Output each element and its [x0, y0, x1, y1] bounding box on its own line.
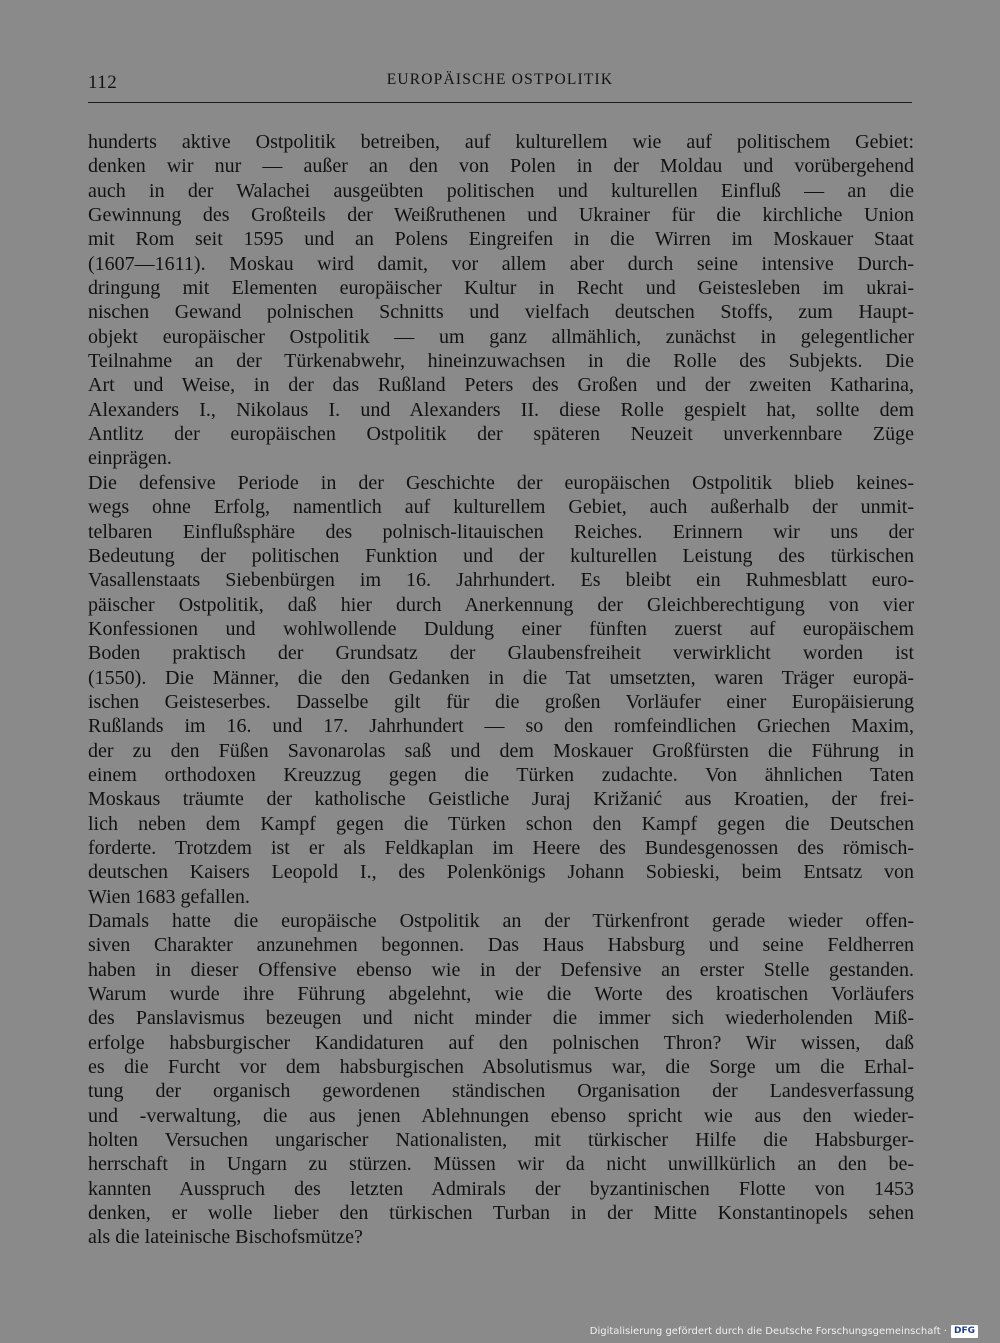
dfg-logo-icon: DFG [951, 1325, 978, 1338]
running-title: EUROPÄISCHE OSTPOLITIK [386, 71, 614, 88]
text-line: der zu den Füßen Savonarolas saß und dem Moskauer Großfürsten die Führung in [88, 739, 914, 762]
text-line: denken, er wolle lieber den türkischen Turban in der Mitte Konstantinopels sehen [88, 1202, 914, 1225]
running-header [88, 66, 912, 103]
text-line: päischer Ostpolitik, daß hier durch Anerkennung der Gleichberechtigung von vier [88, 593, 914, 616]
text-line: als die lateinische Bischofsmütze? [88, 1226, 363, 1249]
text-line: Teilnahme an der Türkenabwehr, hineinzuwachsen in die Rolle des Subjekts. Die [88, 350, 914, 373]
text-line: lich neben dem Kampf gegen die Türken schon den Kampf gegen die Deutschen [88, 812, 914, 835]
credit-text: Digitalisierung gefördert durch die Deutsche Forschungsgemeinschaft · [589, 1326, 947, 1337]
text-line: Die defensive Periode in der Geschichte der europäischen Ostpolitik blieb keines- [88, 471, 914, 494]
text-line: (1550). Die Männer, die den Gedanken in die Tat umsetzten, waren Träger europä- [88, 666, 914, 689]
paragraph [88, 909, 914, 1250]
text-line: es die Furcht vor dem habsburgischen Absolutismus war, die Sorge um die Erhal- [88, 1056, 914, 1079]
text-line: des Panslavismus bezeugen und nicht minder die immer sich wiederholenden Miß- [88, 1007, 914, 1030]
text-line: nischen Gewand polnischen Schnitts und vielfach deutschen Stoffs, zum Haupt- [88, 301, 914, 324]
text-line: Art und Weise, in der das Rußland Peters des Großen und der zweiten Katharina, [88, 374, 914, 397]
text-line: holten Versuchen ungarischer Nationalisten, mit türkischer Hilfe die Habsburger- [88, 1129, 914, 1152]
text-line: Boden praktisch der Grundsatz der Glaubensfreiheit verwirklicht worden ist [88, 642, 914, 665]
text-line: einem orthodoxen Kreuzzug gegen die Türken zudachte. Von ähnlichen Taten [88, 763, 914, 786]
text-line: Vasallenstaats Siebenbürgen im 16. Jahrhundert. Es bleibt ein Ruhmesblatt euro- [88, 569, 914, 592]
text-line: Bedeutung der politischen Funktion und der kulturellen Leistung des türkischen [88, 544, 914, 567]
text-line: Rußlands im 16. und 17. Jahrhundert — so den romfeindlichen Griechen Maxim, [88, 715, 914, 738]
text-line: haben in dieser Offensive ebenso wie in der Defensive an erster Stelle gestanden. [88, 958, 914, 981]
text-line: ischen Geisteserbes. Dasselbe gilt für die großen Vorläufer einer Europäisierung [88, 690, 914, 713]
text-line: denken wir nur — außer an den von Polen in der Moldau und vorübergehend [88, 155, 914, 178]
text-line: erfolge habsburgischer Kandidaturen auf den polnischen Thron? Wir wissen, daß [88, 1031, 914, 1054]
text-line: deutschen Kaisers Leopold I., des Polenkönigs Johann Sobieski, beim Entsatz von [88, 861, 914, 884]
text-line: Antlitz der europäischen Ostpolitik der späteren Neuzeit unverkennbare Züge [88, 423, 914, 446]
body-text [88, 130, 914, 1250]
text-line: Konfessionen und wohlwollende Duldung einer fünften zuerst auf europäischem [88, 617, 914, 640]
text-line: forderte. Trotzdem ist er als Feldkaplan im Heere des Bundesgenossen des römisch- [88, 836, 914, 859]
text-line: dringung mit Elementen europäischer Kultur in Recht und Geistesleben im ukrai- [88, 277, 914, 300]
text-line: tung der organisch gewordenen ständischen Organisation der Landesverfassung [88, 1080, 914, 1103]
paragraph [88, 471, 914, 909]
text-line: Moskaus träumte der katholische Geistliche Juraj Križanić aus Kroatien, der frei- [88, 788, 914, 811]
digitization-credit [590, 1325, 978, 1338]
page-number: 112 [88, 72, 118, 93]
text-line: auch in der Walachei ausgeübten politischen und kulturellen Einfluß — an die [88, 179, 914, 202]
text-line: Warum wurde ihre Führung abgelehnt, wie die Worte des kroatischen Vorläufers [88, 983, 914, 1006]
text-line: siven Charakter anzunehmen begonnen. Das Haus Habsburg und seine Feldherren [88, 934, 914, 957]
text-line: telbaren Einflußsphäre des polnisch-litauischen Reiches. Erinnern wir uns der [88, 520, 914, 543]
text-line: herrschaft in Ungarn zu stürzen. Müssen wir da nicht unwillkürlich an den be- [88, 1153, 914, 1176]
text-line: (1607—1611). Moskau wird damit, vor allem aber durch seine intensive Durch- [88, 252, 914, 275]
text-line: Wien 1683 gefallen. [88, 885, 250, 908]
text-line: wegs ohne Erfolg, namentlich auf kulturellem Gebiet, auch außerhalb der unmit- [88, 496, 914, 519]
text-line: Damals hatte die europäische Ostpolitik an der Türkenfront gerade wieder offen- [88, 910, 914, 932]
text-line: Gewinnung des Großteils der Weißruthenen und Ukrainer für die kirchliche Union [88, 204, 914, 227]
text-line: objekt europäischer Ostpolitik — um ganz allmählich, zunächst in gelegentlicher [88, 325, 914, 348]
text-line: Alexanders I., Nikolaus I. und Alexanders II. diese Rolle gespielt hat, sollte dem [88, 398, 914, 421]
text-line: kannten Ausspruch des letzten Admirals der byzantinischen Flotte von 1453 [88, 1177, 914, 1200]
text-line: hunderts aktive Ostpolitik betreiben, auf kulturellem wie auf politischem Gebiet: [88, 131, 914, 153]
paragraph [88, 130, 914, 471]
text-line: mit Rom seit 1595 und an Polens Eingreifen in die Wirren im Moskauer Staat [88, 228, 914, 251]
text-line: einprägen. [88, 447, 172, 470]
text-line: und -verwaltung, die aus jenen Ablehnungen ebenso spricht wie aus den wieder- [88, 1104, 914, 1127]
